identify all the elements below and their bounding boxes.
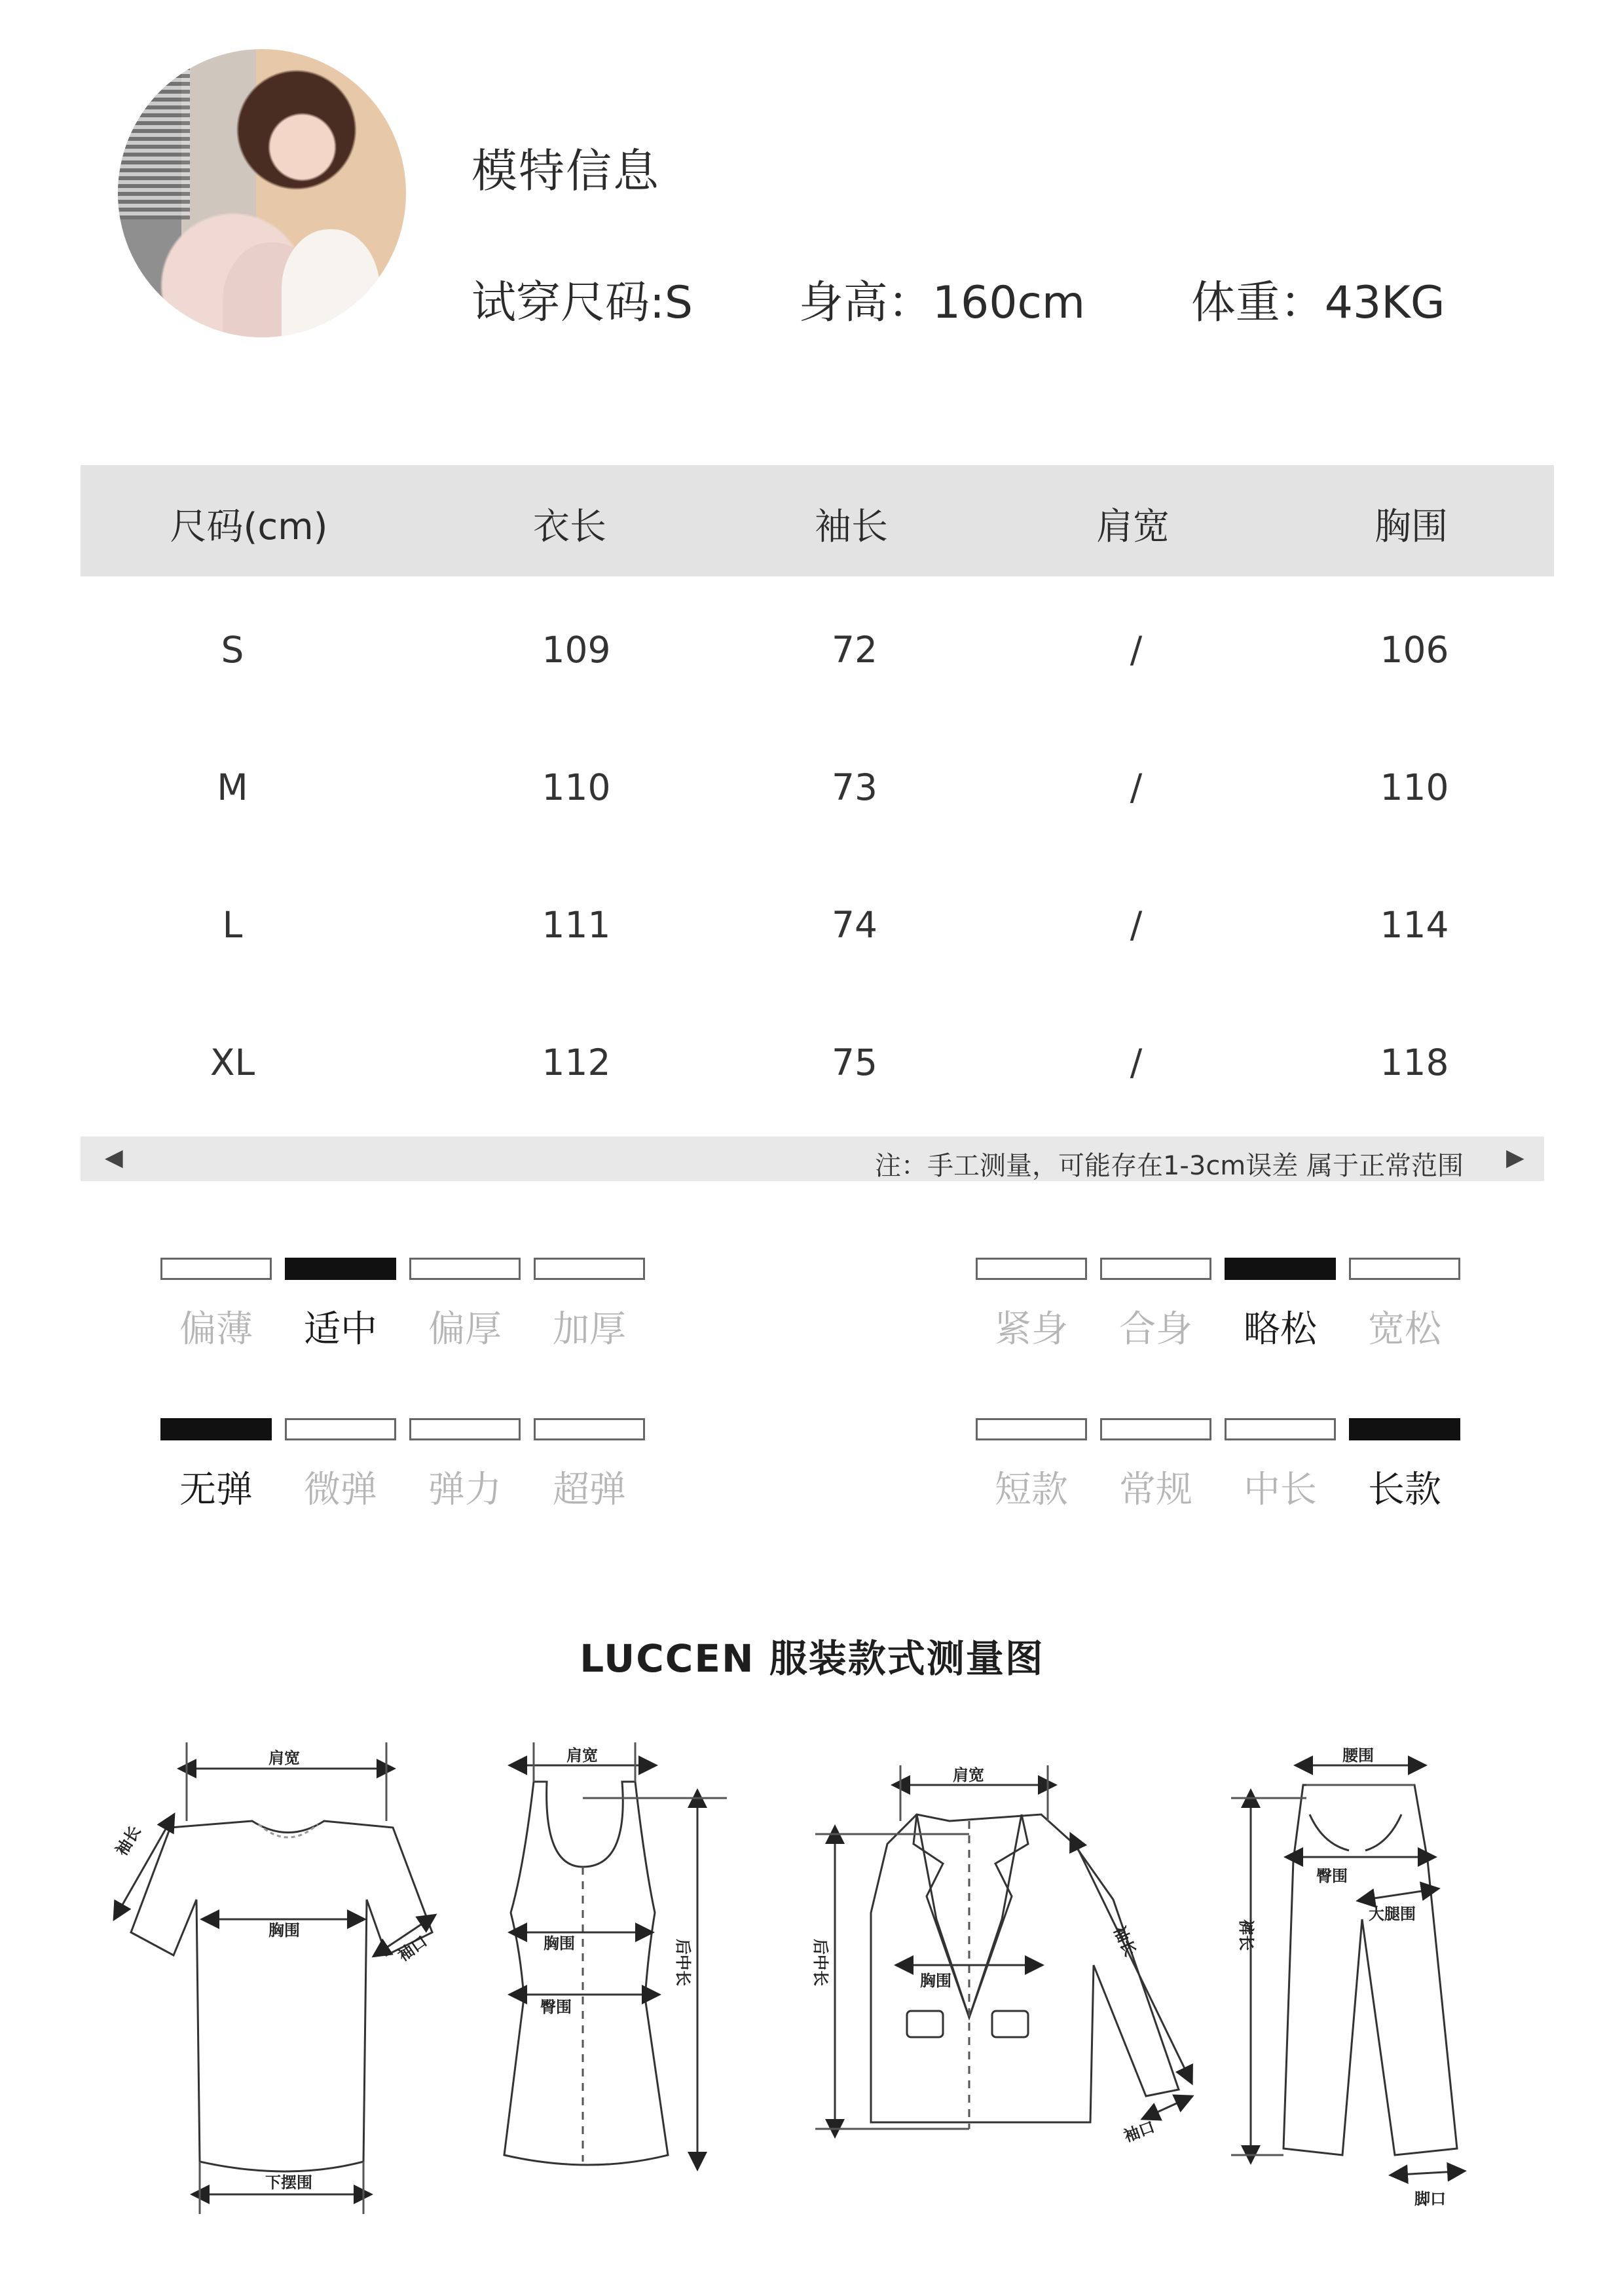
model-info-title: 模特信息 [471,144,660,198]
scale-fit-label: 宽松 [1368,1308,1441,1351]
dress-diagram [504,1742,727,2165]
header-sleeve: 袖长 [815,506,888,548]
cell-sleeve: 75 [832,1042,877,1083]
dress-length-label: 后中长 [674,1939,692,1986]
cell-length: 109 [542,629,611,671]
cell-sleeve: 72 [832,629,877,671]
pants-hem-label: 脚口 [1414,2190,1446,2208]
cell-chest: 110 [1380,766,1449,808]
scale-elasticity-label: 无弹 [179,1469,253,1511]
cell-length: 111 [542,904,611,946]
header-shoulder: 肩宽 [1096,506,1170,548]
cell-sleeve: 74 [832,904,877,946]
blazer-shoulder-label: 肩宽 [953,1766,984,1784]
scale-elasticity-box [285,1418,396,1440]
pants-length-label: 裤长 [1237,1919,1255,1951]
cell-size: M [217,766,248,808]
scroll-left-icon[interactable]: ◀ [105,1144,123,1171]
scale-fit-box [976,1258,1087,1280]
cell-chest: 114 [1380,904,1449,946]
model-photo [118,49,406,337]
dress-hip-label: 臀围 [540,1998,572,2016]
scale-thickness-box [160,1258,272,1280]
cell-chest: 106 [1380,629,1449,671]
cell-size: XL [210,1042,255,1083]
scale-thickness-box [409,1258,521,1280]
cell-shoulder: / [1130,904,1143,946]
scale-thickness-box [534,1258,645,1280]
pants-hip-label: 臀围 [1316,1867,1348,1885]
dress-shoulder-label: 肩宽 [566,1746,598,1765]
scale-fit-label: 略松 [1244,1308,1317,1351]
scale-length-label: 短款 [995,1469,1068,1511]
blazer-cuff-label: 袖口 [1121,2117,1158,2146]
pants-thigh-label: 大腿围 [1369,1905,1416,1923]
pants-diagram [1231,1765,1457,2175]
scale-fit-label: 合身 [1119,1308,1192,1351]
tshirt-cuff-label: 袖口 [394,1932,431,1965]
cell-shoulder: / [1130,766,1143,808]
cell-size: L [222,904,243,946]
measurement-diagrams [0,1703,1624,2214]
header-length: 衣长 [533,506,606,548]
scale-elasticity-label: 超弹 [553,1469,626,1511]
tshirt-chest-label: 胸围 [268,1921,300,1940]
blazer-sleeve-label: 袖长 [1109,1923,1140,1960]
scale-fit-box [1100,1258,1211,1280]
tshirt-shoulder-label: 肩宽 [268,1749,300,1767]
scale-fit-label: 紧身 [995,1308,1068,1351]
dress-chest-label: 胸围 [544,1934,575,1953]
cell-shoulder: / [1130,1042,1143,1083]
tshirt-hem-label: 下摆围 [265,2173,312,2192]
tshirt-diagram [118,1742,432,2214]
scale-elasticity-box [534,1418,645,1440]
scale-length-box [1225,1418,1336,1440]
scale-elasticity-box [160,1418,272,1440]
cell-sleeve: 73 [832,766,877,808]
cell-chest: 118 [1380,1042,1449,1083]
scale-length-box [1100,1418,1211,1440]
cell-length: 112 [542,1042,611,1083]
measurement-note: 注：手工测量，可能存在1-3cm误差 属于正常范围 [874,1151,1464,1181]
scale-length-label: 中长 [1244,1469,1317,1511]
blazer-chest-label: 胸围 [920,1972,951,1990]
scale-thickness-label: 适中 [304,1308,377,1351]
diagram-title: LUCCEN 服装款式测量图 [580,1636,1044,1681]
pants-waist-label: 腰围 [1342,1746,1374,1765]
scroll-right-icon[interactable]: ▶ [1506,1144,1524,1171]
scale-elasticity-label: 微弹 [304,1469,377,1511]
scale-elasticity-label: 弹力 [428,1469,502,1511]
cell-size: S [221,629,244,671]
model-weight: 体重：43KG [1190,277,1445,329]
scale-elasticity-box [409,1418,521,1440]
header-size: 尺码(cm) [170,506,328,548]
scale-fit-box [1349,1258,1460,1280]
blazer-length-label: 后中长 [811,1939,830,1986]
cell-length: 110 [542,766,611,808]
scale-thickness-label: 偏薄 [179,1308,253,1351]
scale-length-label: 长款 [1368,1469,1441,1511]
scale-fit-box [1225,1258,1336,1280]
scale-thickness-label: 偏厚 [428,1308,502,1351]
scale-thickness-box [285,1258,396,1280]
scale-thickness-label: 加厚 [553,1308,626,1351]
tshirt-sleeve-label: 袖长 [112,1822,145,1860]
header-chest: 胸围 [1375,506,1448,548]
scale-length-label: 常规 [1119,1469,1192,1511]
model-info-line [471,267,1537,331]
trial-size: 试穿尺码:S [471,277,693,329]
cell-shoulder: / [1130,629,1143,671]
scale-length-box [1349,1418,1460,1440]
scale-length-box [976,1418,1087,1440]
model-height: 身高：160cm [798,277,1086,329]
